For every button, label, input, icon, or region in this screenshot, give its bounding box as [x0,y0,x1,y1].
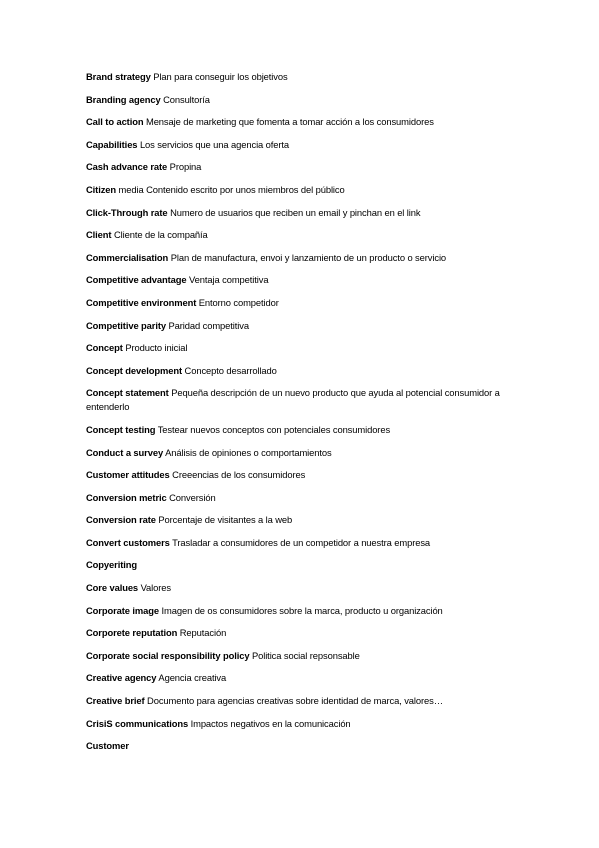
glossary-term: Competitive environment [86,296,197,308]
glossary-definition: Plan de manufactura, envoi y lanzamiento de un producto o servicio [170,251,447,263]
glossary-list [86,70,516,762]
glossary-definition: Numero de usuarios que reciben un email y pinchan en el link [170,206,421,218]
glossary-entry [86,138,516,152]
glossary-entry [86,446,516,460]
glossary-definition: Conversión [169,491,216,503]
glossary-entry [86,273,516,287]
glossary-term: Concept [86,342,123,354]
glossary-entry [86,160,516,174]
glossary-entry [86,296,516,310]
glossary-definition: Testear nuevos conceptos con potenciales consumidores [157,423,391,435]
glossary-term: Convert customers [86,536,170,548]
glossary-term: Creative agency [86,672,157,684]
glossary-term: Corporate image [86,604,159,616]
glossary-term: Copyeriting [86,559,137,571]
glossary-term: Commercialisation [86,251,169,263]
glossary-entry [86,251,516,265]
glossary-entry [86,70,516,84]
glossary-term: Citizen [86,183,117,195]
glossary-term: Customer [86,740,129,752]
glossary-entry [86,341,516,355]
glossary-entry [86,364,516,378]
glossary-definition: Trasladar a consumidores de un competidor a nuestra empresa [172,536,431,548]
glossary-term: Conduct a survey [86,446,164,458]
glossary-term: Core values [86,582,139,594]
glossary-definition: Creeencias de los consumidores [172,469,306,481]
glossary-term: Call to action [86,116,144,128]
glossary-entry [86,93,516,107]
glossary-definition: Porcentaje de visitantes a la web [158,514,293,526]
glossary-term: Creative brief [86,695,145,707]
glossary-entry [86,386,516,414]
glossary-definition: Paridad competitiva [168,319,249,331]
glossary-term: Client [86,229,112,241]
glossary-entry [86,513,516,527]
glossary-definition: Reputación [179,627,227,639]
glossary-term: Branding agency [86,93,161,105]
glossary-term: Customer attitudes [86,469,170,481]
glossary-term: Cash advance rate [86,161,168,173]
glossary-term: Concept statement [86,387,169,399]
glossary-term: Conversion metric [86,491,167,503]
glossary-definition: Plan para conseguir los objetivos [153,71,288,82]
glossary-definition: Politica social repsonsable [251,649,360,661]
glossary-definition: Los servicios que una agencia oferta [139,138,290,150]
glossary-term: Corporate social responsibility policy [86,649,250,661]
glossary-entry [86,115,516,129]
glossary-term: Concept development [86,364,183,376]
glossary-term: Corporete reputation [86,627,178,639]
glossary-term: Competitive advantage [86,274,187,286]
glossary-definition: Análisis de opiniones o comportamientos [165,446,332,458]
glossary-definition: Mensaje de marketing que fomenta a tomar acción a los consumidores [145,116,434,128]
glossary-definition: Pequeña descripción de un nuevo producto que ayuda al potencial consumidor a entenderlo [86,387,500,413]
glossary-definition: Entorno competidor [198,296,279,308]
glossary-definition: Documento para agencias creativas sobre identidad de marca, valores… [147,695,444,707]
glossary-entry [86,491,516,505]
glossary-definition: Concepto desarrollado [184,364,277,376]
glossary-entry [86,183,516,197]
glossary-term: Click-Through rate [86,206,168,218]
glossary-entry [86,717,516,731]
glossary-entry [86,468,516,482]
glossary-entry [86,228,516,242]
glossary-term: CrisiS communications [86,717,189,729]
glossary-definition: media Contenido escrito por unos miembros del público [118,183,345,195]
glossary-entry [86,626,516,640]
glossary-definition: Ventaja competitiva [189,274,269,286]
glossary-definition: Agencia creativa [158,672,227,684]
glossary-term: Competitive parity [86,319,166,331]
glossary-definition: Valores [140,582,171,594]
glossary-definition: Impactos negativos en la comunicación [190,717,351,729]
glossary-entry [86,739,516,753]
glossary-term: Brand strategy [86,71,151,82]
glossary-term: Concept testing [86,423,156,435]
glossary-term: Capabilities [86,138,138,150]
glossary-term: Conversion rate [86,514,156,526]
glossary-entry [86,206,516,220]
glossary-entry [86,319,516,333]
glossary-definition: Consultoría [163,93,210,105]
glossary-entry [86,694,516,708]
glossary-entry [86,581,516,595]
glossary-definition: Cliente de la compañía [113,229,208,241]
glossary-entry [86,649,516,663]
glossary-definition: Producto inicial [125,342,188,354]
glossary-entry [86,423,516,437]
glossary-entry [86,604,516,618]
glossary-entry [86,558,516,572]
glossary-entry [86,671,516,685]
glossary-definition: Imagen de os consumidores sobre la marca, producto u organización [161,604,443,616]
glossary-definition: Propina [169,161,202,173]
glossary-entry [86,536,516,550]
